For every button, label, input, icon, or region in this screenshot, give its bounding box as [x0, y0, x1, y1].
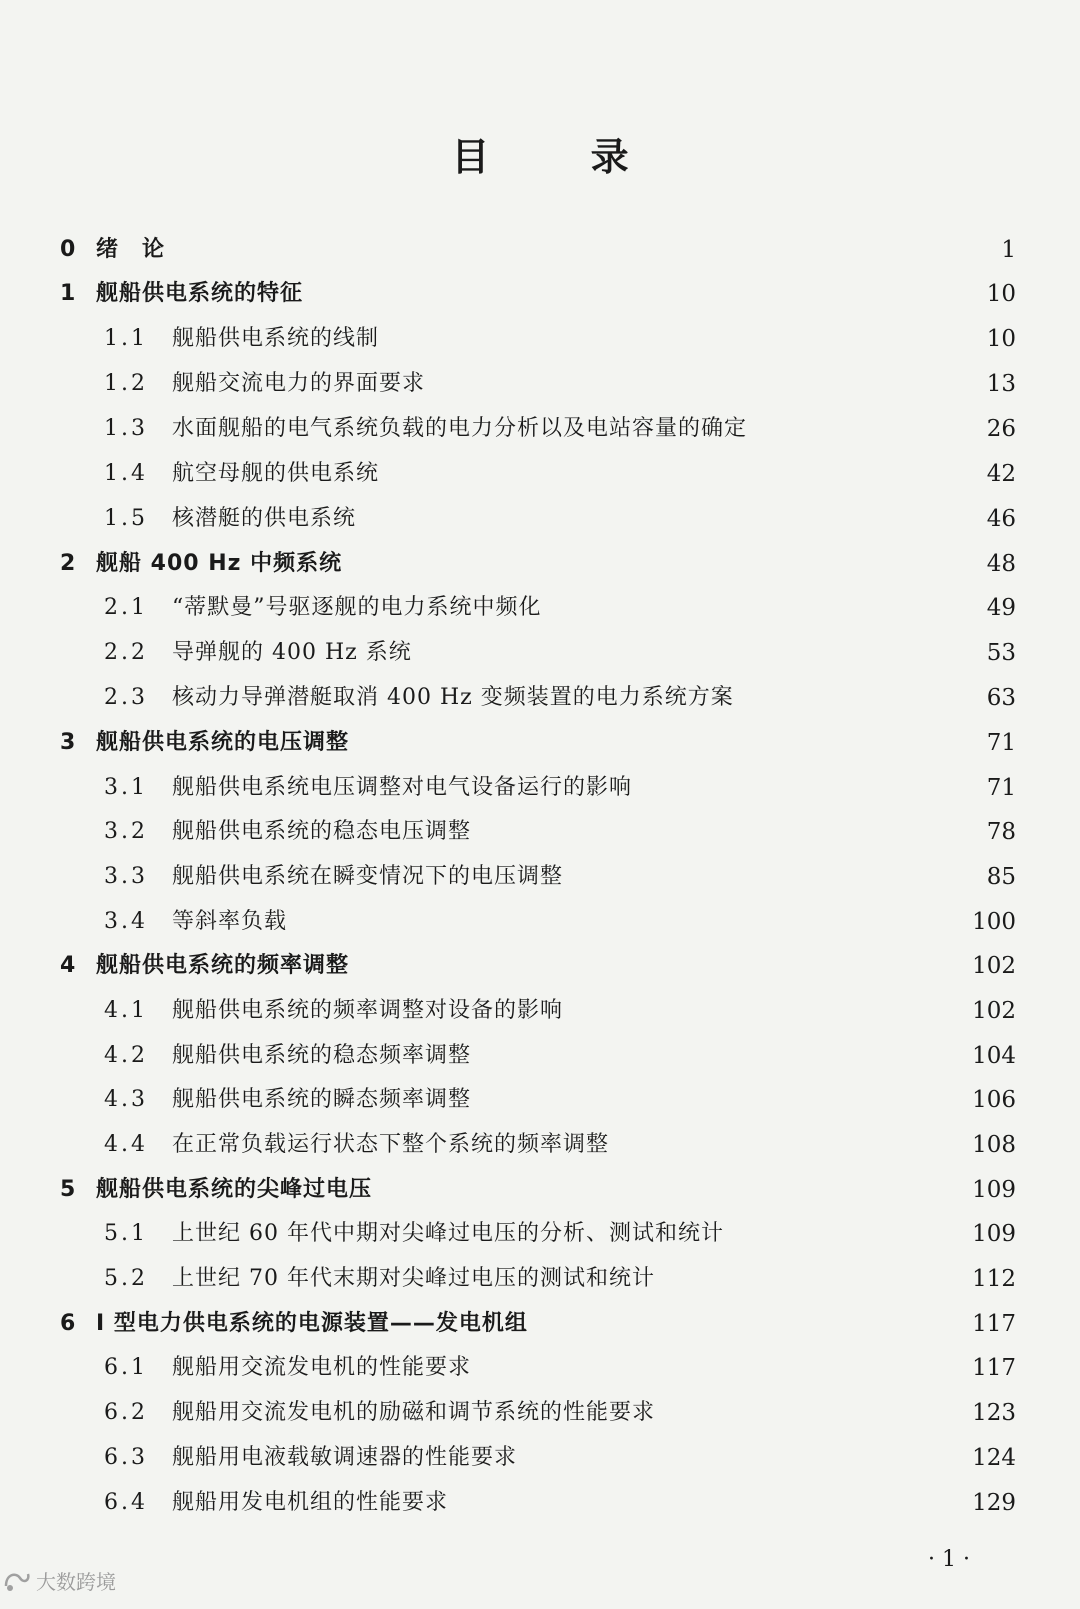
toc-entry-title: 核动力导弹潜艇取消 400 Hz 变频装置的电力系统方案: [172, 685, 734, 710]
toc-section-entry: [0, 1440, 1080, 1476]
toc-entry-page: 100: [972, 909, 1016, 935]
toc-entry-page: 117: [972, 1311, 1016, 1337]
watermark: [2, 1566, 116, 1595]
toc-entry-page: 112: [972, 1266, 1016, 1292]
toc-entry-page: 109: [972, 1221, 1016, 1247]
toc-entry-title: 上世纪 70 年代末期对尖峰过电压的测试和统计: [172, 1266, 655, 1291]
toc-entry-title: 舰船用发电机组的性能要求: [172, 1490, 449, 1515]
toc-entry-number: 4: [60, 953, 76, 978]
toc-section-entry: [0, 501, 1080, 537]
toc-entry-page: 117: [972, 1355, 1016, 1381]
toc-entry-title: I 型电力供电系统的电源装置——发电机组: [96, 1311, 528, 1336]
toc-entry-page: 106: [972, 1087, 1016, 1113]
toc-entry-page: 71: [986, 730, 1016, 756]
toc-section-entry: [0, 904, 1080, 940]
toc-entry-page: 49: [986, 595, 1016, 621]
toc-entry-number: 4.1: [104, 998, 148, 1023]
toc-entry-page: 10: [986, 281, 1016, 307]
toc-entry-number: 6: [60, 1311, 76, 1336]
toc-entry-number: 1.2: [104, 371, 148, 396]
toc-entry-number: 1.5: [104, 506, 148, 531]
toc-entry-number: 2.3: [104, 685, 148, 710]
toc-entry-page: 48: [986, 551, 1016, 577]
toc-entry-number: 3.1: [104, 775, 148, 800]
toc-entry-number: 1.3: [104, 416, 148, 441]
toc-entry-page: 108: [972, 1132, 1016, 1158]
toc-entry-title: 舰船用交流发电机的性能要求: [172, 1355, 472, 1380]
toc-entry-page: 53: [986, 640, 1016, 666]
toc-entry-page: 13: [986, 371, 1016, 397]
toc-entry-number: 6.4: [104, 1490, 148, 1515]
toc-entry-title: 舰船供电系统的频率调整: [96, 953, 350, 978]
page-number-footer: · 1 ·: [928, 1547, 970, 1572]
toc-entry-page: 63: [986, 685, 1016, 711]
toc-section-entry: [0, 456, 1080, 492]
toc-entry-title: 上世纪 60 年代中期对尖峰过电压的分析、测试和统计: [172, 1221, 724, 1246]
toc-chapter-entry: [0, 232, 1080, 268]
toc-chapter-entry: [0, 276, 1080, 312]
toc-entry-title: 水面舰船的电气系统负载的电力分析以及电站容量的确定: [172, 416, 748, 441]
toc-entry-page: 109: [972, 1177, 1016, 1203]
watermark-text: 大数跨境: [36, 1570, 116, 1594]
toc-entry-number: 0: [60, 237, 76, 262]
toc-entry-title: 舰船供电系统的稳态电压调整: [172, 819, 472, 844]
toc-section-entry: [0, 411, 1080, 447]
toc-section-entry: [0, 993, 1080, 1029]
watermark-logo-icon: [2, 1568, 32, 1594]
toc-entry-number: 4.4: [104, 1132, 148, 1157]
toc-entry-title: 在正常负载运行状态下整个系统的频率调整: [172, 1132, 610, 1157]
toc-section-entry: [0, 1261, 1080, 1297]
toc-section-entry: [0, 1350, 1080, 1386]
toc-entry-number: 4.3: [104, 1087, 148, 1112]
toc-section-entry: [0, 1082, 1080, 1118]
page-title: 目 录: [451, 134, 673, 179]
toc-chapter-entry: [0, 725, 1080, 761]
toc-entry-number: 5.1: [104, 1221, 148, 1246]
toc-section-entry: [0, 1038, 1080, 1074]
toc-entry-number: 5: [60, 1177, 76, 1202]
toc-entry-number: 2.2: [104, 640, 148, 665]
toc-entry-page: 129: [972, 1490, 1016, 1516]
toc-entry-number: 3.3: [104, 864, 148, 889]
toc-entry-title: 舰船供电系统的尖峰过电压: [96, 1177, 373, 1202]
toc-entry-number: 1.1: [104, 326, 148, 351]
toc-entry-page: 124: [972, 1445, 1016, 1471]
toc-entry-title: 等斜率负载: [172, 909, 288, 934]
toc-chapter-entry: [0, 1172, 1080, 1208]
toc-entry-title: 舰船交流电力的界面要求: [172, 371, 426, 396]
toc-entry-number: 2: [60, 551, 76, 576]
toc-chapter-entry: [0, 1306, 1080, 1342]
toc-entry-title: 舰船供电系统的稳态频率调整: [172, 1043, 472, 1068]
toc-entry-number: 3.4: [104, 909, 148, 934]
toc-section-entry: [0, 366, 1080, 402]
toc-entry-page: 78: [986, 819, 1016, 845]
toc-entry-number: 3: [60, 730, 76, 755]
toc-entry-page: 46: [986, 506, 1016, 532]
toc-entry-title: 核潜艇的供电系统: [172, 506, 357, 531]
toc-entry-number: 6.2: [104, 1400, 148, 1425]
toc-section-entry: [0, 321, 1080, 357]
toc-entry-number: 4.2: [104, 1043, 148, 1068]
toc-entry-page: 71: [986, 775, 1016, 801]
toc-entry-number: 6.3: [104, 1445, 148, 1470]
toc-entry-title: 舰船供电系统电压调整对电气设备运行的影响: [172, 775, 633, 800]
toc-entry-page: 104: [972, 1043, 1016, 1069]
toc-entry-number: 2.1: [104, 595, 148, 620]
toc-entry-page: 26: [986, 416, 1016, 442]
toc-entry-title: 舰船 400 Hz 中频系统: [96, 551, 343, 576]
toc-entry-number: 3.2: [104, 819, 148, 844]
toc-section-entry: [0, 1395, 1080, 1431]
toc-section-entry: [0, 1216, 1080, 1252]
toc-entry-page: 123: [972, 1400, 1016, 1426]
toc-entry-page: 1: [1001, 237, 1016, 263]
toc-entry-title: “蒂默曼”号驱逐舰的电力系统中频化: [172, 595, 542, 620]
toc-entry-page: 102: [972, 998, 1016, 1024]
toc-section-entry: [0, 770, 1080, 806]
toc-entry-title: 舰船供电系统在瞬变情况下的电压调整: [172, 864, 564, 889]
toc-entry-number: 6.1: [104, 1355, 148, 1380]
toc-section-entry: [0, 1127, 1080, 1163]
toc-section-entry: [0, 590, 1080, 626]
toc-entry-title: 舰船用电液载敏调速器的性能要求: [172, 1445, 518, 1470]
toc-section-entry: [0, 635, 1080, 671]
toc-entry-title: 舰船供电系统的频率调整对设备的影响: [172, 998, 564, 1023]
toc-entry-page: 42: [986, 461, 1016, 487]
toc-entry-number: 1: [60, 281, 76, 306]
toc-entry-page: 10: [986, 326, 1016, 352]
toc-entry-title: 舰船供电系统的线制: [172, 326, 380, 351]
toc-section-entry: [0, 859, 1080, 895]
toc-entry-title: 舰船供电系统的特征: [96, 281, 304, 306]
toc-section-entry: [0, 680, 1080, 716]
toc-chapter-entry: [0, 948, 1080, 984]
toc-entry-title: 舰船供电系统的电压调整: [96, 730, 350, 755]
toc-section-entry: [0, 1485, 1080, 1521]
toc-entry-title: 航空母舰的供电系统: [172, 461, 380, 486]
toc-entry-title: 舰船供电系统的瞬态频率调整: [172, 1087, 472, 1112]
toc-section-entry: [0, 814, 1080, 850]
toc-entry-page: 85: [986, 864, 1016, 890]
toc-chapter-entry: [0, 546, 1080, 582]
toc-entry-number: 1.4: [104, 461, 148, 486]
toc-entry-page: 102: [972, 953, 1016, 979]
toc-entry-title: 绪 论: [96, 237, 166, 262]
toc-entry-title: 导弹舰的 400 Hz 系统: [172, 640, 412, 665]
toc-entry-title: 舰船用交流发电机的励磁和调节系统的性能要求: [172, 1400, 656, 1425]
toc-entry-number: 5.2: [104, 1266, 148, 1291]
